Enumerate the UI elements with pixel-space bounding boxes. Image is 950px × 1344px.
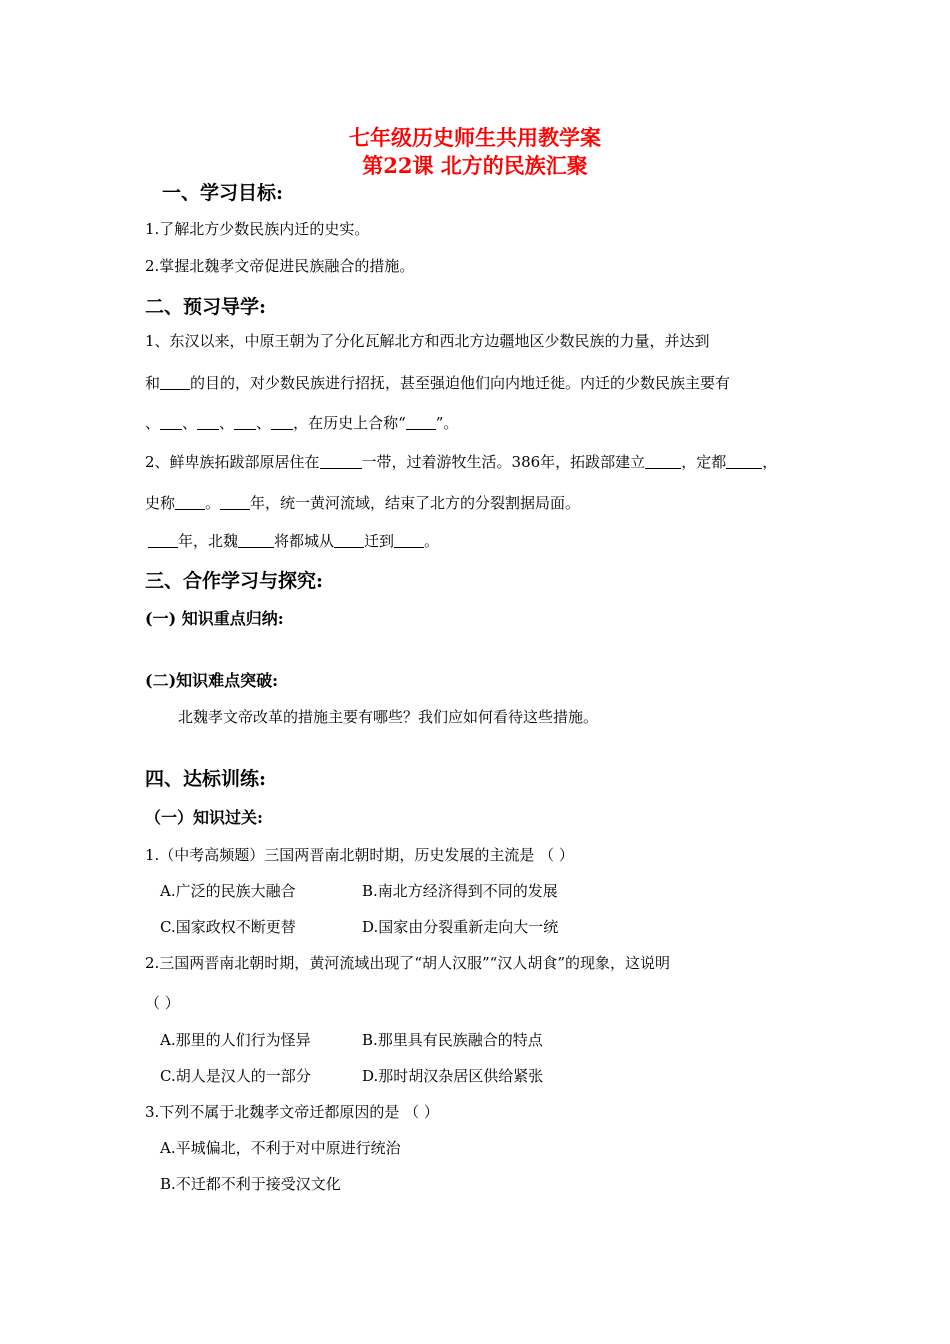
exercise-q2-paren: （ ） — [145, 994, 180, 1012]
objective-item: 2.掌握北魏孝文帝促进民族融合的措施。 — [145, 257, 415, 275]
blank — [726, 453, 762, 469]
section3-sub1: (一) 知识重点归纳: — [145, 609, 284, 628]
exercise-q1-option-a: A.广泛的民族大融合 — [160, 882, 296, 900]
text: 一带，过着游牧生活。386年，拓跋部建立 — [361, 453, 646, 471]
section1-heading: 一、学习目标: — [162, 182, 284, 204]
section3-sub2: (二)知识难点突破: — [145, 671, 279, 690]
blank — [175, 494, 205, 510]
exercise-q2-option-a: A.那里的人们行为怪异 — [160, 1031, 311, 1049]
preview-q1-line1: 1、东汉以来，中原王朝为了分化瓦解北方和西北方边疆地区少数民族的力量，并达到 — [145, 332, 710, 350]
preview-q1-line3 — [145, 412, 458, 433]
text: 2、鲜卑族拓跋部原居住在 — [145, 453, 320, 471]
blank — [220, 494, 250, 510]
exercise-q1-option-b: B.南北方经济得到不同的发展 — [362, 882, 558, 900]
text: ”。 — [435, 414, 459, 432]
blank — [334, 532, 364, 548]
text: 。 — [424, 532, 440, 550]
exercise-q2-option-b: B.那里具有民族融合的特点 — [362, 1031, 543, 1049]
text: 史称 — [145, 494, 176, 512]
preview-q2-line1 — [145, 451, 777, 472]
exercise-q3-option-b: B.不迁都不利于接受汉文化 — [160, 1175, 341, 1193]
blank — [160, 414, 182, 430]
exercise-q3-option-a: A.平城偏北，不利于对中原进行统治 — [160, 1139, 401, 1157]
exercise-q2-option-c: C.胡人是汉人的一部分 — [160, 1067, 311, 1085]
text: 、 — [145, 414, 161, 432]
blank — [406, 414, 436, 430]
text: 年，北魏 — [178, 532, 239, 550]
blank — [320, 453, 362, 469]
page-title-line1: 七年级历史师生共用教学案 — [349, 125, 601, 150]
page-title-line2: 第22课 北方的民族汇聚 — [362, 153, 588, 178]
blank — [271, 414, 293, 430]
preview-q1-line2 — [145, 372, 730, 393]
blank — [160, 374, 190, 390]
section2-heading: 二、预习导学: — [145, 296, 267, 318]
text: 的目的，对少数民族进行招抚，甚至强迫他们向内地迁徙。内迁的少数民族主要有 — [190, 374, 731, 392]
exercise-q1-stem: 1.（中考高频题）三国两晋南北朝时期，历史发展的主流是 （ ） — [145, 846, 574, 864]
text: ， — [762, 453, 778, 471]
text: 迁到 — [364, 532, 395, 550]
text: 、 — [219, 414, 235, 432]
preview-q2-line2 — [145, 492, 580, 513]
objective-item: 1.了解北方少数民族内迁的史实。 — [145, 220, 370, 238]
section4-heading: 四、达标训练: — [145, 768, 267, 790]
exercise-q1-option-d: D.国家由分裂重新走向大一统 — [362, 918, 559, 936]
text: 年，统一黄河流域，结束了北方的分裂割据局面。 — [250, 494, 581, 512]
exercise-q1-option-c: C.国家政权不断更替 — [160, 918, 296, 936]
text: 将都城从 — [274, 532, 335, 550]
text: 。 — [205, 494, 221, 512]
blank — [645, 453, 681, 469]
section4-sub1: （一）知识过关: — [145, 808, 263, 827]
text: 、 — [256, 414, 272, 432]
preview-q2-line3 — [148, 530, 439, 551]
exercise-q2-option-d: D.那时胡汉杂居区供给紧张 — [362, 1067, 544, 1085]
blank — [148, 532, 178, 548]
blank — [197, 414, 219, 430]
blank — [234, 414, 256, 430]
text: ，定都 — [681, 453, 727, 471]
exercise-q3-stem: 3.下列不属于北魏孝文帝迁都原因的是 （ ） — [145, 1103, 439, 1121]
text: ，在历史上合称“ — [293, 414, 406, 432]
section3-heading: 三、合作学习与探究: — [145, 570, 324, 592]
blank — [394, 532, 424, 548]
text: 、 — [182, 414, 198, 432]
exercise-q2-stem: 2.三国两晋南北朝时期，黄河流域出现了“胡人汉服”“汉人胡食”的现象，这说明 — [145, 954, 670, 972]
text: 和 — [145, 374, 161, 392]
difficulty-question: 北魏孝文帝改革的措施主要有哪些？我们应如何看待这些措施。 — [178, 708, 599, 726]
blank — [238, 532, 274, 548]
